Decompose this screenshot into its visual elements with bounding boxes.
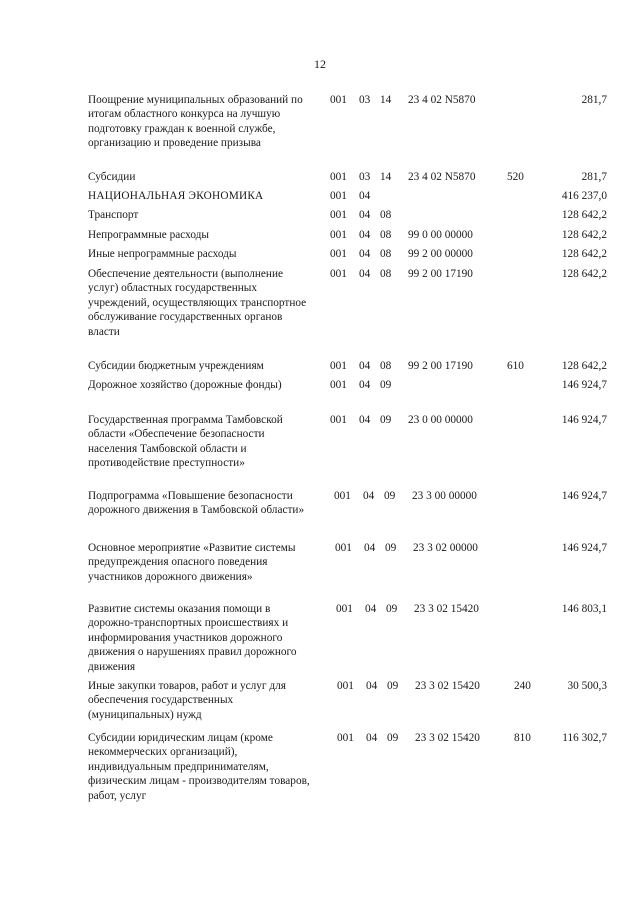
row-amount: 128 642,2	[561, 209, 607, 221]
row-rz: 04	[359, 229, 371, 241]
row-vr: 610	[507, 360, 524, 372]
row-ved: 001	[330, 379, 347, 391]
row-name: Дорожное хозяйство (дорожные фонды)	[88, 379, 282, 391]
row-rz: 04	[365, 603, 377, 615]
row-csr: 99 2 00 17190	[408, 360, 473, 372]
row-name: Субсидии бюджетным учреждениям	[88, 360, 264, 372]
row-pr: 08	[380, 360, 392, 372]
row-ved: 001	[330, 268, 347, 280]
row-name: Непрограммные расходы	[88, 229, 209, 241]
row-ved: 001	[330, 414, 347, 426]
row-csr: 23 3 02 15420	[415, 680, 480, 692]
row-name: Основное мероприятие «Развитие системы предупреждения опасного поведения участников дорожного движения»	[88, 542, 296, 583]
row-ved: 001	[337, 732, 354, 744]
row-ved: 001	[330, 209, 347, 221]
row-name: Субсидии	[88, 171, 136, 183]
row-rz: 04	[359, 360, 371, 372]
row-ved: 001	[330, 190, 347, 202]
row-vr: 240	[514, 680, 531, 692]
row-pr: 09	[380, 414, 392, 426]
row-name: Поощрение муниципальных образований по итогам областного конкурса на лучшую подготовку граждан к военной службе, организацию и проведение призыва	[88, 94, 303, 150]
row-csr: 99 2 00 00000	[408, 248, 473, 260]
row-amount: 128 642,2	[561, 248, 607, 260]
row-ved: 001	[330, 248, 347, 260]
row-ved: 001	[336, 603, 353, 615]
row-amount: 146 924,7	[561, 379, 607, 391]
row-rz: 04	[364, 542, 376, 554]
row-amount: 146 803,1	[561, 603, 607, 615]
row-rz: 04	[366, 732, 378, 744]
row-name: Подпрограмма «Повышение безопасности дорожного движения в Тамбовской области»	[88, 490, 305, 517]
row-pr: 09	[384, 490, 396, 502]
row-name: Развитие системы оказания помощи в дорожно-транспортных происшествиях и информирования участников дорожного движения о нарушениях правил дорожного движения	[88, 603, 297, 673]
row-ved: 001	[337, 680, 354, 692]
row-pr: 08	[380, 229, 392, 241]
row-name: Транспорт	[88, 209, 139, 221]
row-csr: 23 3 02 15420	[415, 732, 480, 744]
row-rz: 04	[363, 490, 375, 502]
row-name: Иные непрограммные расходы	[88, 248, 237, 260]
row-csr: 99 2 00 17190	[408, 268, 473, 280]
row-csr: 23 3 00 00000	[412, 490, 477, 502]
row-amount: 146 924,7	[561, 542, 607, 554]
row-ved: 001	[334, 490, 351, 502]
row-rz: 04	[359, 190, 371, 202]
row-amount: 128 642,2	[561, 268, 607, 280]
row-name: Иные закупки товаров, работ и услуг для обеспечения государственных (муниципальных) нужд	[88, 680, 286, 721]
row-csr: 23 4 02 N5870	[408, 94, 476, 106]
row-amount: 416 237,0	[561, 190, 607, 202]
row-ved: 001	[335, 542, 352, 554]
row-amount: 146 924,7	[561, 414, 607, 426]
row-csr: 23 4 02 N5870	[408, 171, 476, 183]
row-pr: 09	[386, 603, 398, 615]
page-number: 12	[314, 57, 326, 71]
row-vr: 810	[514, 732, 531, 744]
row-rz: 04	[359, 209, 371, 221]
row-pr: 09	[387, 732, 399, 744]
row-amount: 146 924,7	[561, 490, 607, 502]
row-amount: 30 500,3	[567, 680, 607, 692]
row-csr: 23 0 00 00000	[408, 414, 473, 426]
row-pr: 08	[380, 248, 392, 260]
row-rz: 04	[366, 680, 378, 692]
row-amount: 116 302,7	[562, 732, 607, 744]
row-ved: 001	[330, 94, 347, 106]
row-pr: 14	[380, 94, 392, 106]
row-pr: 09	[385, 542, 397, 554]
row-rz: 04	[359, 248, 371, 260]
row-csr: 23 3 02 00000	[413, 542, 478, 554]
row-rz: 03	[359, 94, 371, 106]
row-pr: 14	[380, 171, 392, 183]
row-vr: 520	[507, 171, 524, 183]
row-ved: 001	[330, 171, 347, 183]
row-name: Государственная программа Тамбовской области «Обеспечение безопасности населения Тамбовской области и противодействие преступности»	[88, 414, 283, 470]
row-pr: 08	[380, 209, 392, 221]
row-rz: 04	[359, 268, 371, 280]
row-amount: 281,7	[581, 94, 607, 106]
row-name: НАЦИОНАЛЬНАЯ ЭКОНОМИКА	[88, 190, 264, 202]
row-ved: 001	[330, 360, 347, 372]
row-pr: 09	[380, 379, 392, 391]
row-ved: 001	[330, 229, 347, 241]
row-pr: 08	[380, 268, 392, 280]
row-pr: 09	[387, 680, 399, 692]
row-amount: 281,7	[581, 171, 607, 183]
row-amount: 128 642,2	[561, 360, 607, 372]
row-csr: 99 0 00 00000	[408, 229, 473, 241]
row-rz: 03	[359, 171, 371, 183]
row-rz: 04	[359, 379, 371, 391]
row-name: Обеспечение деятельности (выполнение услуг) областных государственных учреждений, осуществляющих транспортное обслуживание государственных органов власти	[88, 268, 307, 338]
row-name: Субсидии юридическим лицам (кроме некоммерческих организаций), индивидуальным предпринимателям, физическим лицам - производителям товаров, работ, услуг	[88, 732, 310, 802]
row-rz: 04	[359, 414, 371, 426]
row-csr: 23 3 02 15420	[414, 603, 479, 615]
row-amount: 128 642,2	[561, 229, 607, 241]
